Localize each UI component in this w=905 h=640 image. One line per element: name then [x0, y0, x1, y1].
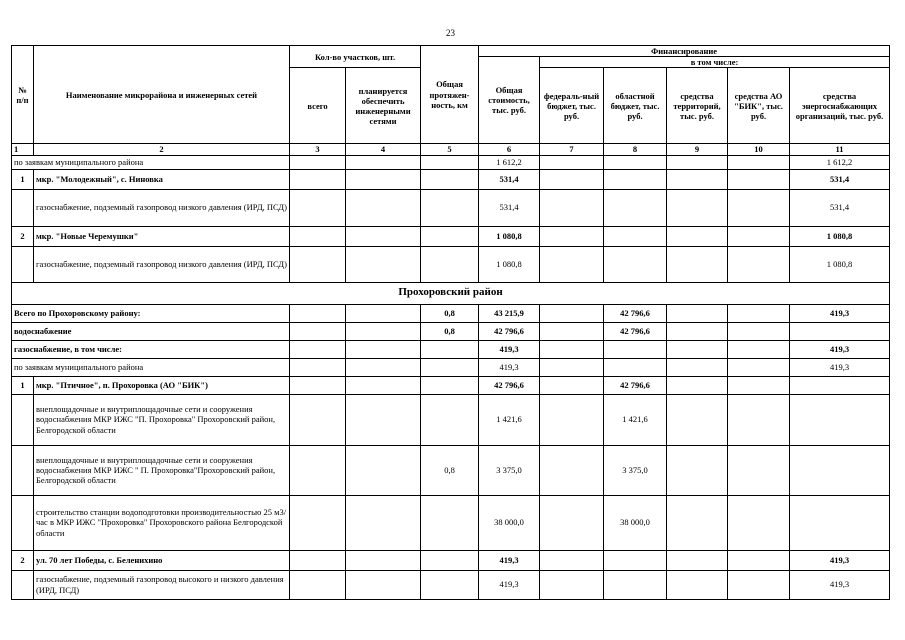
- row-federal: [540, 394, 604, 445]
- column-number: 10: [728, 144, 790, 155]
- row-federal: [540, 169, 604, 189]
- row-regional: 42 796,6: [604, 376, 667, 394]
- row-name: мкр. "Молодежный", с. Ниновка: [34, 169, 290, 189]
- row-territory: [667, 155, 728, 169]
- column-number: 1: [12, 144, 34, 155]
- row-total-cost: 3 375,0: [479, 445, 540, 495]
- table-body-bottom: [12, 304, 890, 599]
- row-plots-planned: [346, 358, 421, 376]
- row-regional: 42 796,6: [604, 322, 667, 340]
- row-regional: [604, 189, 667, 226]
- row-number: 2: [12, 550, 34, 570]
- row-plots-planned: [346, 246, 421, 282]
- row-length: 0,8: [421, 322, 479, 340]
- row-plots-total: [290, 340, 346, 358]
- row-name: строительство станции водоподготовки производительностью 25 м3/час в МКР ИЖС "Прохоровка" Прохоровского района Белгородской области: [34, 495, 290, 550]
- header-total-cost: Общая стоимость, тыс. руб.: [479, 57, 540, 144]
- row-total-cost: 42 796,6: [479, 322, 540, 340]
- row-length: [421, 246, 479, 282]
- page-number: 23: [446, 28, 455, 38]
- header-plots-total: всего: [290, 68, 346, 144]
- row-length: [421, 570, 479, 599]
- row-territory: [667, 304, 728, 322]
- row-bik: [728, 340, 790, 358]
- row-name: газоснабжение, подземный газопровод низкого давления (ИРД, ПСД): [34, 246, 290, 282]
- table-row: [12, 155, 890, 169]
- row-plots-total: [290, 376, 346, 394]
- row-plots-total: [290, 246, 346, 282]
- row-name: газоснабжение, в том числе:: [12, 340, 290, 358]
- row-regional: [604, 358, 667, 376]
- row-bik: [728, 376, 790, 394]
- row-territory: [667, 445, 728, 495]
- row-length: [421, 394, 479, 445]
- row-federal: [540, 226, 604, 246]
- row-plots-total: [290, 189, 346, 226]
- row-total-cost: 419,3: [479, 340, 540, 358]
- row-plots-total: [290, 445, 346, 495]
- row-plots-total: [290, 322, 346, 340]
- row-bik: [728, 495, 790, 550]
- column-number: 4: [346, 144, 421, 155]
- row-plots-planned: [346, 376, 421, 394]
- column-number: 9: [667, 144, 728, 155]
- header-energy: средства энергоснабжающих организаций, тыс. руб.: [790, 68, 890, 144]
- row-plots-total: [290, 169, 346, 189]
- row-name: ул. 70 лет Победы, с. Беленихино: [34, 550, 290, 570]
- row-energy: [790, 445, 890, 495]
- row-regional: [604, 226, 667, 246]
- table-row: [12, 394, 890, 445]
- row-energy: 419,3: [790, 570, 890, 599]
- row-energy: [790, 322, 890, 340]
- row-plots-total: [290, 394, 346, 445]
- row-territory: [667, 340, 728, 358]
- table-row: [12, 246, 890, 282]
- row-territory: [667, 246, 728, 282]
- row-plots-planned: [346, 155, 421, 169]
- column-number: 3: [290, 144, 346, 155]
- row-total-cost: 531,4: [479, 189, 540, 226]
- row-length: 0,8: [421, 445, 479, 495]
- row-total-cost: 419,3: [479, 358, 540, 376]
- row-total-cost: 1 080,8: [479, 246, 540, 282]
- column-number: 2: [34, 144, 290, 155]
- row-energy: 531,4: [790, 189, 890, 226]
- row-energy: 1 612,2: [790, 155, 890, 169]
- header-no: № п/п: [12, 46, 34, 144]
- table-row: [12, 570, 890, 599]
- row-plots-planned: [346, 322, 421, 340]
- financing-table: [11, 45, 890, 600]
- row-territory: [667, 550, 728, 570]
- row-energy: 531,4: [790, 169, 890, 189]
- header-plots-planned: планируется обеспечить инженерными сетями: [346, 68, 421, 144]
- row-regional: 38 000,0: [604, 495, 667, 550]
- table-row: [12, 169, 890, 189]
- table-body-top: [12, 155, 890, 282]
- row-regional: [604, 570, 667, 599]
- row-energy: 419,3: [790, 340, 890, 358]
- row-name: по заявкам муниципального района: [12, 358, 290, 376]
- row-energy: 419,3: [790, 550, 890, 570]
- row-federal: [540, 358, 604, 376]
- row-plots-total: [290, 155, 346, 169]
- row-federal: [540, 340, 604, 358]
- row-number: [12, 445, 34, 495]
- table-header: [12, 46, 890, 156]
- table-row: [12, 550, 890, 570]
- row-bik: [728, 304, 790, 322]
- row-plots-planned: [346, 445, 421, 495]
- column-numbers-row: [12, 144, 890, 155]
- row-total-cost: 1 612,2: [479, 155, 540, 169]
- row-length: [421, 155, 479, 169]
- row-length: [421, 189, 479, 226]
- row-total-cost: 42 796,6: [479, 376, 540, 394]
- row-territory: [667, 189, 728, 226]
- row-territory: [667, 169, 728, 189]
- column-number: 11: [790, 144, 890, 155]
- table-row: [12, 495, 890, 550]
- row-total-cost: 43 215,9: [479, 304, 540, 322]
- row-federal: [540, 189, 604, 226]
- row-number: [12, 394, 34, 445]
- table-row: [12, 226, 890, 246]
- row-regional: [604, 550, 667, 570]
- row-name: по заявкам муниципального района: [12, 155, 290, 169]
- row-total-cost: 419,3: [479, 550, 540, 570]
- header-name: Наименование микрорайона и инженерных сетей: [34, 46, 290, 144]
- row-energy: [790, 495, 890, 550]
- row-bik: [728, 189, 790, 226]
- row-bik: [728, 246, 790, 282]
- row-total-cost: 1 080,8: [479, 226, 540, 246]
- row-energy: [790, 376, 890, 394]
- row-territory: [667, 376, 728, 394]
- row-plots-planned: [346, 394, 421, 445]
- row-number: 2: [12, 226, 34, 246]
- column-number: 8: [604, 144, 667, 155]
- header-federal: федераль-ный бюджет, тыс. руб.: [540, 68, 604, 144]
- row-name: внеплощадочные и внутриплощадочные сети и сооружения водоснабжения МКР ИЖС " П. Прохоровка"Прохоровский район, Белгородской области: [34, 445, 290, 495]
- table-row: [12, 340, 890, 358]
- row-federal: [540, 246, 604, 282]
- header-length: Общая протяжен-ность, км: [421, 46, 479, 144]
- row-federal: [540, 495, 604, 550]
- row-total-cost: 419,3: [479, 570, 540, 599]
- row-length: [421, 550, 479, 570]
- row-number: 1: [12, 376, 34, 394]
- row-territory: [667, 358, 728, 376]
- row-name: Всего по Прохоровскому району:: [12, 304, 290, 322]
- row-energy: 1 080,8: [790, 246, 890, 282]
- row-number: 1: [12, 169, 34, 189]
- row-length: [421, 358, 479, 376]
- row-plots-planned: [346, 169, 421, 189]
- row-plots-total: [290, 304, 346, 322]
- section-header-body: [12, 282, 890, 304]
- row-bik: [728, 322, 790, 340]
- row-length: [421, 226, 479, 246]
- table-row: [12, 189, 890, 226]
- row-bik: [728, 169, 790, 189]
- column-number: 7: [540, 144, 604, 155]
- row-plots-planned: [346, 226, 421, 246]
- header-bik: средства АО "БИК", тыс. руб.: [728, 68, 790, 144]
- row-length: [421, 495, 479, 550]
- row-energy: 419,3: [790, 358, 890, 376]
- row-plots-total: [290, 358, 346, 376]
- header-plots: Кол-во участков, шт.: [290, 46, 421, 68]
- row-number: [12, 189, 34, 226]
- row-bik: [728, 155, 790, 169]
- row-plots-planned: [346, 189, 421, 226]
- row-regional: 1 421,6: [604, 394, 667, 445]
- row-name: мкр. "Новые Черемушки": [34, 226, 290, 246]
- row-length: 0,8: [421, 304, 479, 322]
- column-number: 6: [479, 144, 540, 155]
- row-length: [421, 169, 479, 189]
- row-number: [12, 570, 34, 599]
- row-regional: [604, 246, 667, 282]
- row-federal: [540, 550, 604, 570]
- table-row: [12, 304, 890, 322]
- row-bik: [728, 394, 790, 445]
- row-territory: [667, 226, 728, 246]
- header-regional: областной бюджет, тыс. руб.: [604, 68, 667, 144]
- row-bik: [728, 445, 790, 495]
- row-plots-total: [290, 570, 346, 599]
- row-length: [421, 340, 479, 358]
- row-plots-planned: [346, 550, 421, 570]
- row-territory: [667, 495, 728, 550]
- row-name: газоснабжение, подземный газопровод низкого давления (ИРД, ПСД): [34, 189, 290, 226]
- row-territory: [667, 322, 728, 340]
- row-total-cost: 38 000,0: [479, 495, 540, 550]
- row-length: [421, 376, 479, 394]
- row-plots-total: [290, 495, 346, 550]
- header-financing: Финансирование: [479, 46, 890, 57]
- row-name: газоснабжение, подземный газопровод высокого и низкого давления (ИРД, ПСД): [34, 570, 290, 599]
- row-plots-planned: [346, 570, 421, 599]
- row-number: [12, 246, 34, 282]
- row-bik: [728, 358, 790, 376]
- row-federal: [540, 445, 604, 495]
- row-total-cost: 1 421,6: [479, 394, 540, 445]
- row-energy: 419,3: [790, 304, 890, 322]
- row-bik: [728, 570, 790, 599]
- row-bik: [728, 550, 790, 570]
- column-number: 5: [421, 144, 479, 155]
- row-plots-total: [290, 550, 346, 570]
- row-territory: [667, 570, 728, 599]
- row-regional: [604, 340, 667, 358]
- header-territory: средства территорий, тыс. руб.: [667, 68, 728, 144]
- row-regional: 42 796,6: [604, 304, 667, 322]
- row-plots-planned: [346, 340, 421, 358]
- row-bik: [728, 226, 790, 246]
- row-federal: [540, 322, 604, 340]
- row-number: [12, 495, 34, 550]
- row-federal: [540, 376, 604, 394]
- row-territory: [667, 394, 728, 445]
- table-row: [12, 358, 890, 376]
- row-name: водоснабжение: [12, 322, 290, 340]
- row-federal: [540, 155, 604, 169]
- row-regional: 3 375,0: [604, 445, 667, 495]
- row-name: внеплощадочные и внутриплощадочные сети и сооружения водоснабжения МКР ИЖС "П. Прохоровка" Прохоровский район, Белгородской области: [34, 394, 290, 445]
- row-total-cost: 531,4: [479, 169, 540, 189]
- row-energy: [790, 394, 890, 445]
- row-federal: [540, 570, 604, 599]
- row-plots-planned: [346, 495, 421, 550]
- table-row: [12, 445, 890, 495]
- section-title: Прохоровский район: [12, 282, 890, 304]
- row-name: мкр. "Птичное", п. Прохоровка (АО "БИК"): [34, 376, 290, 394]
- row-plots-planned: [346, 304, 421, 322]
- row-regional: [604, 155, 667, 169]
- header-including: в том числе:: [540, 57, 890, 68]
- row-federal: [540, 304, 604, 322]
- row-regional: [604, 169, 667, 189]
- row-energy: 1 080,8: [790, 226, 890, 246]
- table-row: [12, 376, 890, 394]
- table-row: [12, 322, 890, 340]
- row-plots-total: [290, 226, 346, 246]
